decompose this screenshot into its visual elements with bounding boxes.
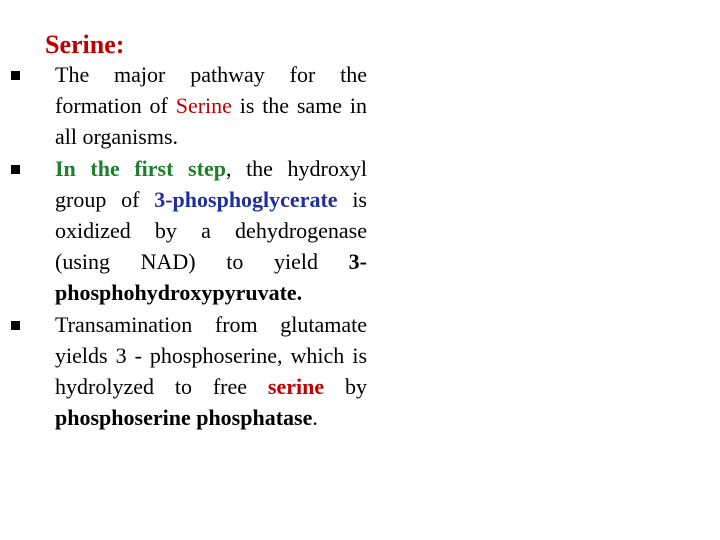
bullet-2-product: 3-phosphohydroxypyruvate. [55, 249, 367, 306]
bullet-2-substrate: 3-phosphoglycerate [154, 186, 338, 212]
bullet-3-text-2: by [324, 374, 368, 400]
square-bullet-icon [11, 321, 20, 330]
bullet-3-serine: serine [267, 374, 325, 400]
bullet-item-1 [55, 59, 367, 153]
bullet-1-text-1: The major pathway for the formation of [55, 62, 367, 119]
bullet-1-serine: Serine [175, 93, 232, 119]
square-bullet-icon [11, 165, 20, 174]
bullet-2-first-step: In the first step [55, 155, 226, 181]
slide-title: Serine: [45, 30, 125, 59]
bullet-item-3 [55, 309, 367, 434]
bullet-3-enzyme: phosphoserine phosphatase [55, 405, 313, 431]
bullet-2-text-1: , the hydroxyl group of [55, 155, 367, 212]
bullet-2-text-2: is oxidized by a dehydrogenase (using NAD) to yield [55, 186, 367, 275]
bullet-3-text-1: Transamination from glutamate yields 3 - phosphoserine, which is hydrolyzed to free [55, 311, 367, 400]
bullet-item-2 [55, 153, 367, 309]
bullet-1-text-2: is the same in all organisms. [55, 93, 367, 150]
bullet-list [55, 59, 367, 433]
square-bullet-icon [11, 71, 20, 80]
bullet-3-text-3: . [312, 405, 318, 431]
